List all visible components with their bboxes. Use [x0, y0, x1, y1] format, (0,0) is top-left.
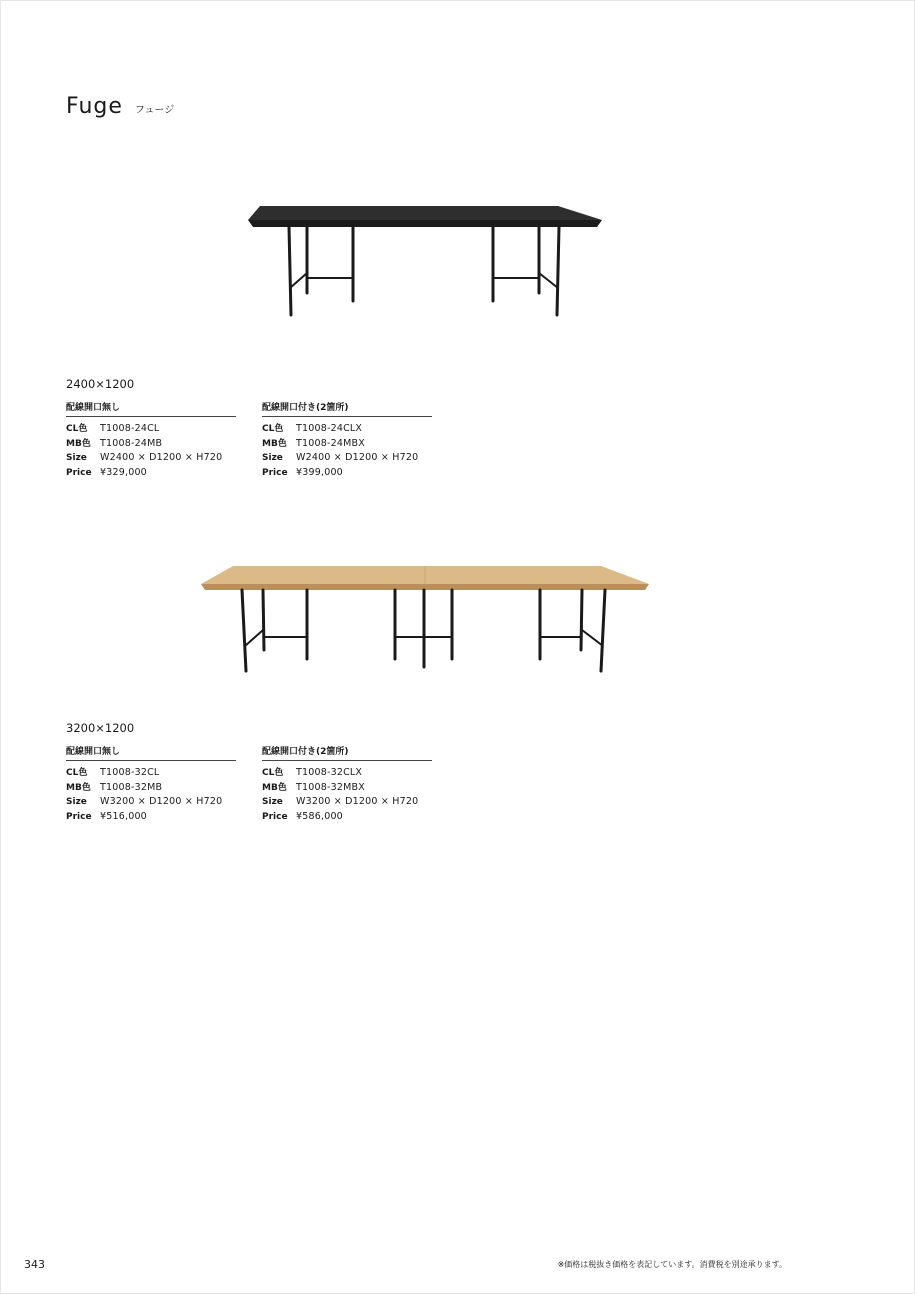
- spec-column-with-opening: [262, 400, 432, 480]
- spec-label: Price: [262, 467, 288, 478]
- spec-label: MB色: [262, 438, 287, 449]
- spec-row: [66, 437, 236, 452]
- spec-row: [66, 466, 236, 481]
- product-name-kana: フュージ: [134, 105, 175, 116]
- column-title: 配線開口無し: [66, 744, 236, 761]
- spec-row: [66, 422, 236, 437]
- spec-label: Size: [66, 453, 87, 463]
- spec-row: [262, 466, 432, 481]
- spec-row: [262, 422, 432, 437]
- spec-label: CL色: [262, 424, 284, 434]
- spec-label: CL色: [66, 424, 88, 434]
- spec-row: [66, 781, 236, 796]
- spec-value: ¥399,000: [296, 466, 343, 478]
- spec-row: [262, 451, 432, 466]
- spec-value: T1008-32CL: [100, 767, 160, 778]
- spec-value: ¥516,000: [100, 810, 147, 822]
- spec-label: Price: [66, 811, 92, 822]
- spec-label: MB色: [262, 782, 287, 793]
- spec-value: ¥329,000: [100, 466, 147, 478]
- spec-value: W3200 × D1200 × H720: [100, 796, 223, 807]
- table-image-2400: [240, 200, 610, 325]
- spec-value: ¥586,000: [296, 810, 343, 822]
- spec-column-no-opening: [66, 744, 236, 824]
- spec-value: W2400 × D1200 × H720: [296, 452, 419, 463]
- spec-value: W2400 × D1200 × H720: [100, 452, 223, 463]
- spec-row: [262, 810, 432, 825]
- spec-row: [66, 451, 236, 466]
- tax-footnote: ※価格は税抜き価格を表記しています。消費税を別途承ります。: [557, 1260, 787, 1269]
- spec-label: MB色: [66, 438, 91, 449]
- spec-label: Size: [262, 797, 283, 807]
- column-title: 配線開口付き(2箇所): [262, 400, 432, 417]
- spec-value: T1008-24MBX: [296, 437, 365, 449]
- spec-value: T1008-32MBX: [296, 781, 365, 793]
- spec-row: [262, 781, 432, 796]
- spec-label: Size: [262, 453, 283, 463]
- size-heading: 3200×1200: [66, 721, 135, 735]
- product-name: Fuge: [66, 94, 123, 119]
- spec-value: T1008-24CL: [100, 423, 160, 434]
- spec-row: [262, 766, 432, 781]
- spec-value: T1008-24MB: [100, 437, 163, 449]
- spec-label: CL色: [66, 768, 88, 778]
- spec-row: [66, 795, 236, 810]
- spec-value: T1008-24CLX: [296, 423, 363, 434]
- spec-label: Price: [66, 467, 92, 478]
- spec-column-with-opening: [262, 744, 432, 824]
- spec-row: [262, 437, 432, 452]
- spec-row: [66, 766, 236, 781]
- spec-row: [262, 795, 432, 810]
- product-spec-3200: [66, 721, 446, 824]
- page-title: [66, 94, 174, 119]
- spec-value: T1008-32CLX: [296, 767, 363, 778]
- spec-value: T1008-32MB: [100, 781, 163, 793]
- product-spec-2400: [66, 377, 446, 480]
- table-image-3200: [195, 560, 655, 678]
- column-title: 配線開口付き(2箇所): [262, 744, 432, 761]
- spec-value: W3200 × D1200 × H720: [296, 796, 419, 807]
- spec-label: Price: [262, 811, 288, 822]
- column-title: 配線開口無し: [66, 400, 236, 417]
- spec-column-no-opening: [66, 400, 236, 480]
- spec-label: Size: [66, 797, 87, 807]
- page-number: 343: [24, 1258, 45, 1271]
- spec-row: [66, 810, 236, 825]
- spec-label: MB色: [66, 782, 91, 793]
- size-heading: 2400×1200: [66, 377, 135, 391]
- spec-label: CL色: [262, 768, 284, 778]
